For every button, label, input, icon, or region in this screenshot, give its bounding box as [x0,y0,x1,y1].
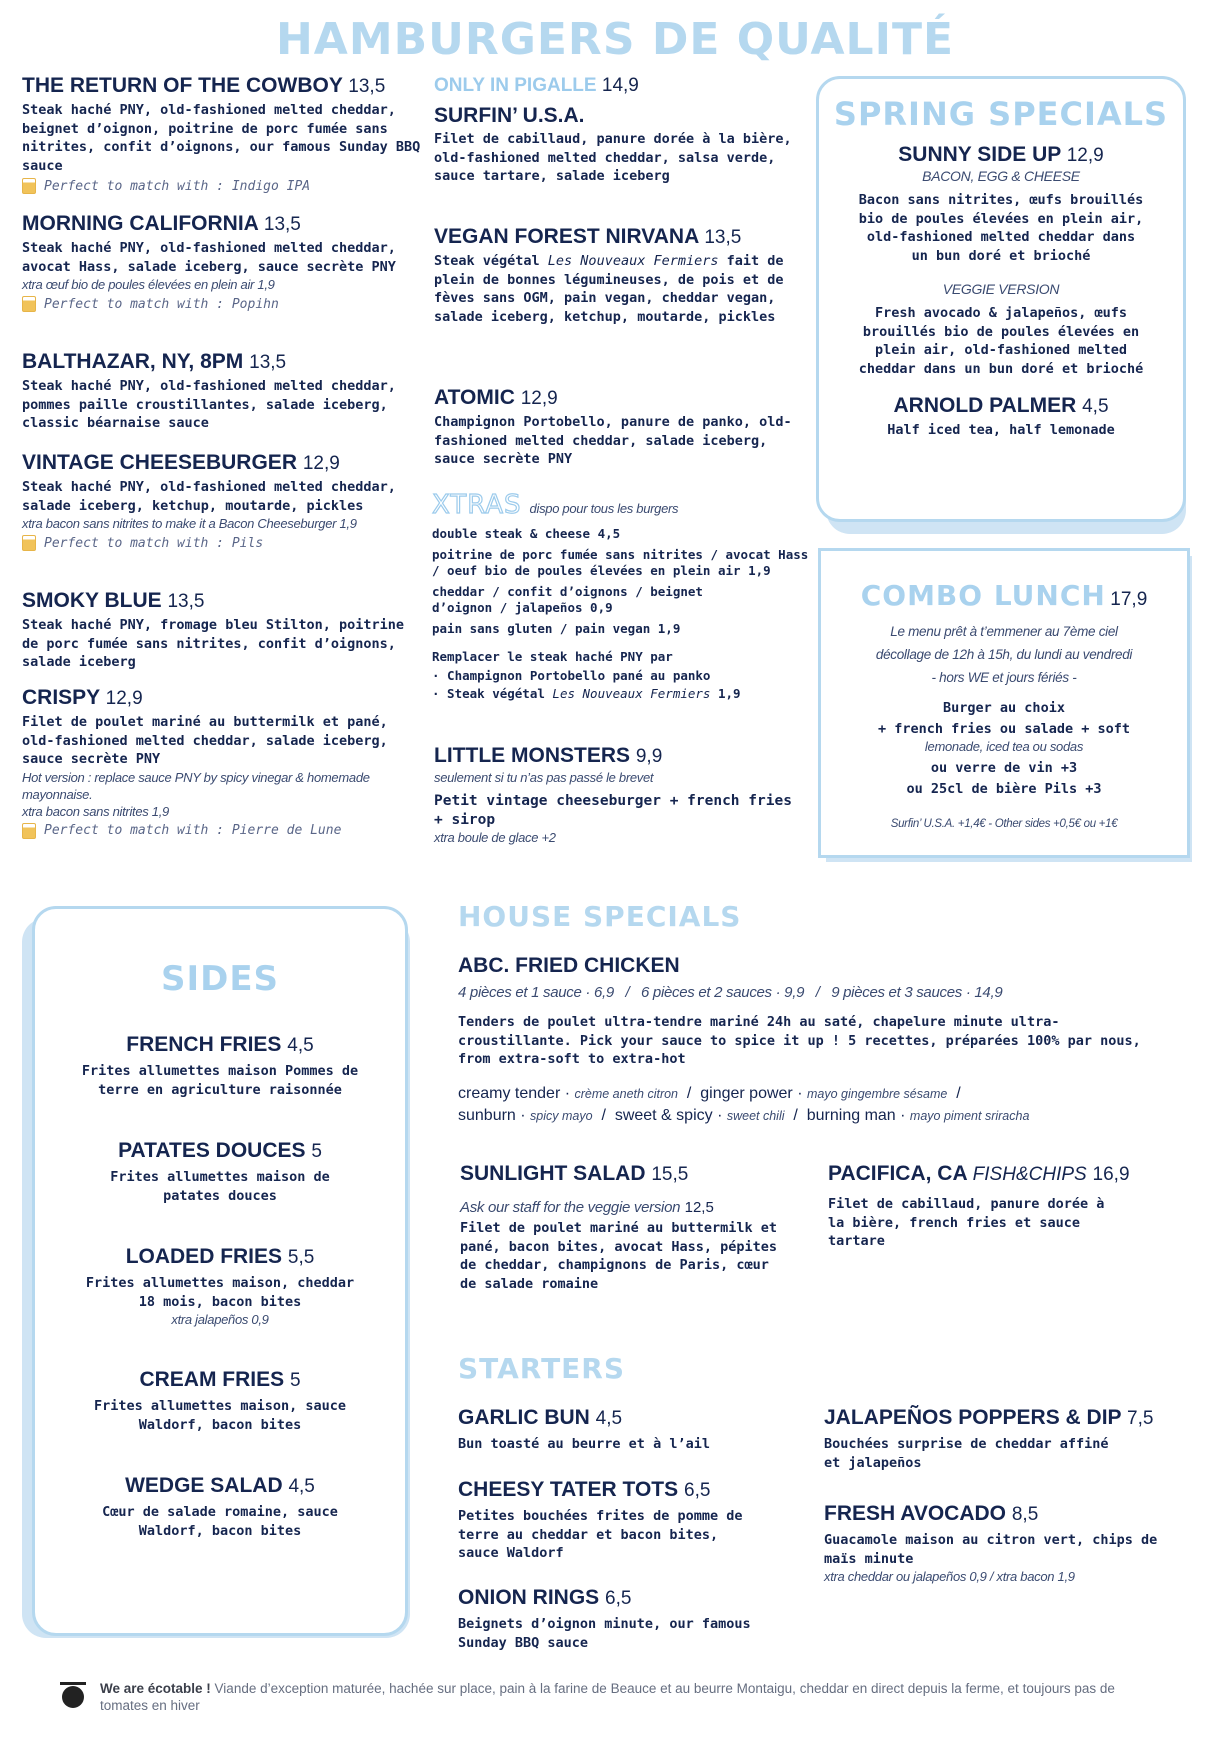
sauce-option: burning man · mayo piment sriracha [806,1106,1030,1124]
menu-item-little-monsters [434,744,804,846]
item-price: 8,5 [1011,1504,1039,1525]
combo-line: - hors WE et jours fériés - [931,670,1077,685]
combo-line: décollage de 12h à 15h, du lundi au vendredi [875,647,1133,662]
item-price: 5,5 [287,1247,315,1268]
item-price: 13,5 [263,214,301,235]
item-name: FRENCH FRIES [126,1033,282,1056]
footer-bold: We are écotable ! [100,1681,211,1696]
side-item [35,1245,405,1328]
item-name: VEGAN FOREST NIRVANA [434,225,699,248]
combo-detail: + french fries ou salade + soft [878,720,1130,737]
item-price: 13,5 [167,591,205,612]
menu-item-balthazar [22,350,422,433]
item-price: 12,9 [105,688,143,709]
starters-title: STARTERS [458,1352,626,1385]
veggie-version-label: VEGGIE VERSION [942,281,1060,297]
side-item [35,1474,405,1540]
item-description: Frites allumettes maison, sauce Waldorf, bacon bites [94,1398,346,1433]
item-name: SUNLIGHT SALAD [460,1162,646,1185]
item-description: Steak haché PNY, old-fashioned melted cheddar, beignet d’oignon, poitrine de porc fumée sans nitrites, confit d’oignons, our famous Sunday BBQ sauce [22,102,421,174]
menu-item-smoky-blue [22,589,422,672]
item-extra-note: xtra bacon sans nitrites to make it a Bacon Cheeseburger 1,9 [22,516,357,531]
item-name: FRESH AVOCADO [824,1502,1007,1525]
beer-icon [22,823,36,839]
item-price: 4,5 [1082,396,1109,417]
item-name: GARLIC BUN [458,1406,590,1429]
combo-detail: Burger au choix [943,700,1065,716]
item-description: Fresh avocado & jalapeños, œufs brouillés bio de poules élevées en plein air, old-fashioned melted cheddar dans un bun doré et brioché [858,305,1144,377]
item-description: Champignon Portobello, panure de panko, old-fashioned melted cheddar, salade iceberg, sauce secrète PNY [434,414,792,467]
sides-title: SIDES [160,959,280,999]
starter-item [824,1502,1194,1585]
replace-line: · Steak végétal Les Nouveaux Fermiers 1,9 [432,686,741,701]
item-price: 4,5 [287,1035,314,1056]
item-name: WEDGE SALAD [125,1474,283,1497]
item-name: JALAPEÑOS POPPERS & DIP [824,1406,1122,1429]
xtra-line: double steak & cheese 4,5 [432,526,621,541]
combo-lunch-price: 17,9 [1110,589,1148,610]
xtras-title: XTRAS [432,490,522,520]
menu-item-vegan-forest-nirvana [434,225,804,326]
item-description: Steak haché PNY, old-fashioned melted cheddar, pommes paille croustillantes, salade iceberg, classic béarnaise sauce [22,378,396,431]
item-name: SUNNY SIDE UP [898,143,1061,166]
item-price: 16,9 [1092,1164,1130,1185]
xtras-section [432,490,812,703]
item-name: VINTAGE CHEESEBURGER [22,451,297,474]
item-description: Bouchées surprise de cheddar affiné et jalapeños [824,1436,1109,1471]
item-price: 4,5 [595,1408,623,1429]
combo-lunch-title: COMBO LUNCH [860,579,1106,612]
item-price: 7,5 [1127,1408,1154,1429]
starter-item [458,1478,758,1563]
beer-pairing: Perfect to match with : Pils [44,535,264,551]
item-name: ONION RINGS [458,1586,600,1609]
replace-line: Remplacer le steak haché PNY par [432,649,673,664]
item-name: CRISPY [22,686,100,709]
item-name: BALTHAZAR, NY, 8PM [22,350,244,373]
item-note: Ask our staff for the veggie version [460,1199,681,1216]
beer-icon [22,296,36,312]
xtra-line: pain sans gluten / pain vegan 1,9 [432,620,681,636]
item-name: PATATES DOUCES [118,1139,306,1162]
xtra-line: cheddar / confit d’oignons / beignet d’oignon / jalapeños 0,9 [432,583,703,615]
sauce-option: sunburn · spicy mayo [458,1106,593,1124]
item-price: 13,5 [704,227,742,248]
beer-pairing: Perfect to match with : Popihn [44,296,279,312]
ecotable-logo-icon [62,1686,84,1708]
item-name: THE RETURN OF THE COWBOY [22,74,343,97]
combo-footnote: Surfin’ U.S.A. +1,4€ - Other sides +0,5€ ou +1€ [890,818,1118,830]
side-item [35,1033,405,1099]
item-note: seulement si tu n’as pas passé le brevet [434,770,654,785]
item-description: Guacamole maison au citron vert, chips de maïs minute [824,1532,1158,1567]
item-description: Frites allumettes maison, cheddar 18 mois, bacon bites [85,1275,355,1310]
item-extra-note: xtra boule de glace +2 [434,830,556,845]
starter-item [458,1586,758,1652]
item-description: Filet de poulet mariné au buttermilk et pané, old-fashioned melted cheddar, salade iceberg, sauce secrète PNY [22,714,388,767]
menu-item-morning-california [22,212,422,312]
item-description: Frites allumettes maison Pommes de terre en agriculture raisonnée [81,1063,359,1098]
beer-pairing: Perfect to match with : Indigo IPA [44,178,311,194]
item-price: 12,9 [302,453,340,474]
beer-pairing: Perfect to match with : Pierre de Lune [44,823,342,838]
item-name: MORNING CALIFORNIA [22,212,259,235]
item-price: 4,5 [288,1476,315,1497]
menu-item-crispy [22,686,422,839]
xtras-subtitle: dispo pour tous les burgers [529,501,679,516]
item-description: Frites allumettes maison de patates douces [110,1169,330,1204]
item-options: 4 pièces et 1 sauce · 6,9 / 6 pièces et 2 sauces · 9,9 / 9 pièces et 3 sauces · 14,9 [458,984,1003,1001]
item-subtitle: BACON, EGG & CHEESE [922,168,1080,184]
item-name: PACIFICA, CA [828,1162,967,1185]
starter-item [824,1406,1194,1472]
item-price: 6,5 [605,1588,632,1609]
item-description: Petit vintage cheeseburger + french fries + sirop [434,793,792,828]
menu-item-abc-fried-chicken: ABC. FRIED CHICKEN 4 pièces et 1 sauce · 6,9 / 6 pièces et 2 sauces · 9,9 / 9 pièces et 3 sauces · 14,9 Tenders de poulet ultra-tendre mariné 24h au saté, chapelure minute ultra-croustillante. Pick your sauce to spice it up ! 5 recettes, préparées 100% par nous, from extra-soft to extra-hot creamy tender · crème aneth citron / ginger power · mayo gingembre sésame / sunburn · spicy mayo / sweet & spicy · sweet chili / burning man · mayo piment sriracha [458,954,1188,1127]
item-subtitle: FISH&CHIPS [972,1164,1087,1185]
menu-item-return-of-the-cowboy [22,74,422,194]
beer-icon [22,178,36,194]
item-price: 15,5 [651,1164,689,1185]
menu-item-atomic [434,386,804,469]
sides-panel [32,906,408,1636]
side-item [35,1139,405,1205]
item-price: 5 [289,1370,301,1391]
menu-item-pacifica [828,1162,1188,1251]
item-description: Filet de cabillaud, panure dorée à la bière, french fries et sauce tartare [828,1196,1105,1249]
item-price: 14,9 [601,75,639,96]
item-extra-note: Hot version : replace sauce PNY by spicy vinegar & homemade mayonnaise. [22,769,370,802]
item-price: 5 [311,1141,322,1162]
item-description: Cœur de salade romaine, sauce Waldorf, bacon bites [102,1504,338,1539]
item-extra-note: xtra cheddar ou jalapeños 0,9 / xtra bacon 1,9 [824,1569,1075,1584]
menu-item-sunlight-salad [460,1162,790,1293]
item-extra-note: xtra œuf bio de poules élevées en plein air 1,9 [22,277,275,292]
footer-text: Viande d’exception maturée, hachée sur place, pain à la farine de Beauce et au beurre Montaigu, cheddar en direct depuis la ferme, et toujours pas de tomates en hiver [100,1681,1115,1713]
item-name: ATOMIC [434,386,515,409]
item-name: CREAM FRIES [139,1368,285,1391]
item-name: CHEESY TATER TOTS [458,1478,679,1501]
item-note-price: 12,5 [684,1199,714,1216]
item-description: Steak haché PNY, old-fashioned melted cheddar, salade iceberg, ketchup, moutarde, pickles [22,479,396,514]
item-description: Petites bouchées frites de pomme de terre au cheddar et bacon bites, sauce Waldorf [458,1508,743,1561]
item-price: 9,9 [635,746,663,767]
item-price: 6,5 [684,1480,711,1501]
item-price: 12,9 [1066,145,1104,166]
item-description: Half iced tea, half lemonade [887,422,1115,438]
item-description: Steak haché PNY, fromage bleu Stilton, poitrine de porc fumée sans nitrites, confit d’oignons, salade iceberg [22,617,405,670]
ecotable-logo-bar [60,1682,86,1685]
spring-specials-title: SPRING SPECIALS [833,95,1169,133]
combo-lunch-panel [818,548,1190,858]
side-item [35,1368,405,1434]
sauce-option: sweet & spicy · sweet chili [614,1106,785,1124]
item-description: Beignets d’oignon minute, our famous Sunday BBQ sauce [458,1616,751,1651]
spring-specials-panel [816,76,1186,522]
item-name: LOADED FRIES [125,1245,283,1268]
item-description: Filet de poulet mariné au buttermilk et pané, bacon bites, avocat Hass, pépites de cheddar, champignons de Paris, cœur de salade romaine [460,1220,777,1292]
starter-item [458,1406,778,1454]
item-name: SURFIN’ U.S.A. [434,104,585,127]
item-description: Bacon sans nitrites, œufs brouillés bio de poules élevées en plein air, old-fashioned melted cheddar dans un bun doré et brioché [858,192,1144,264]
footer-note [100,1680,1140,1714]
menu-item-vintage-cheeseburger [22,451,422,551]
item-price: 12,9 [520,388,558,409]
item-description: Tenders de poulet ultra-tendre mariné 24h au saté, chapelure minute ultra-croustillante. Pick your sauce to spice it up ! 5 recettes, préparées 100% par nous, from extra-soft to extra-hot [458,1014,1141,1067]
item-price: 13,5 [249,352,287,373]
combo-line: Le menu prêt à t’emmener au 7ème ciel [890,624,1118,639]
menu-item-surfin-usa [434,74,804,186]
pigalle-label: ONLY IN PIGALLE [434,75,597,96]
item-name: ARNOLD PALMER [893,394,1077,417]
combo-detail: ou 25cl de bière Pils +3 [906,780,1102,797]
combo-detail: ou verre de vin +3 [930,760,1078,776]
sauce-option: ginger power · mayo gingembre sésame [700,1084,948,1102]
house-specials-title: HOUSE SPECIALS [458,900,742,933]
item-name: LITTLE MONSTERS [434,744,630,767]
item-description: Bun toasté au beurre et à l’ail [458,1436,710,1452]
replace-line: · Champignon Portobello pané au panko [432,667,711,683]
item-price: 13,5 [348,76,386,97]
xtra-line: poitrine de porc fumée sans nitrites / avocat Hass / oeuf bio de poules élevées en plein air 1,9 [432,546,809,578]
combo-detail-note: lemonade, iced tea ou sodas [924,739,1084,754]
item-description: Steak haché PNY, old-fashioned melted cheddar, avocat Hass, salade iceberg, sauce secrète PNY [22,240,396,275]
page-title: HAMBURGERS DE QUALITÉ [275,14,955,65]
sauce-option: creamy tender · crème aneth citron [458,1084,679,1102]
item-description: Filet de cabillaud, panure dorée à la bière, old-fashioned melted cheddar, salsa verde, sauce tartare, salade iceberg [434,131,792,184]
beer-icon [22,535,36,551]
item-name: SMOKY BLUE [22,589,162,612]
item-extra-note-2: xtra bacon sans nitrites 1,9 [22,803,169,819]
item-description: Steak végétal Les Nouveaux Fermiers fait de plein de bonnes légumineuses, de pois et de fèves sans OGM, pain vegan, cheddar vegan, salade iceberg, ketchup, moutarde, pickles [434,253,784,325]
item-name: ABC. FRIED CHICKEN [458,954,680,977]
item-extra-note: xtra jalapeños 0,9 [171,1312,269,1327]
